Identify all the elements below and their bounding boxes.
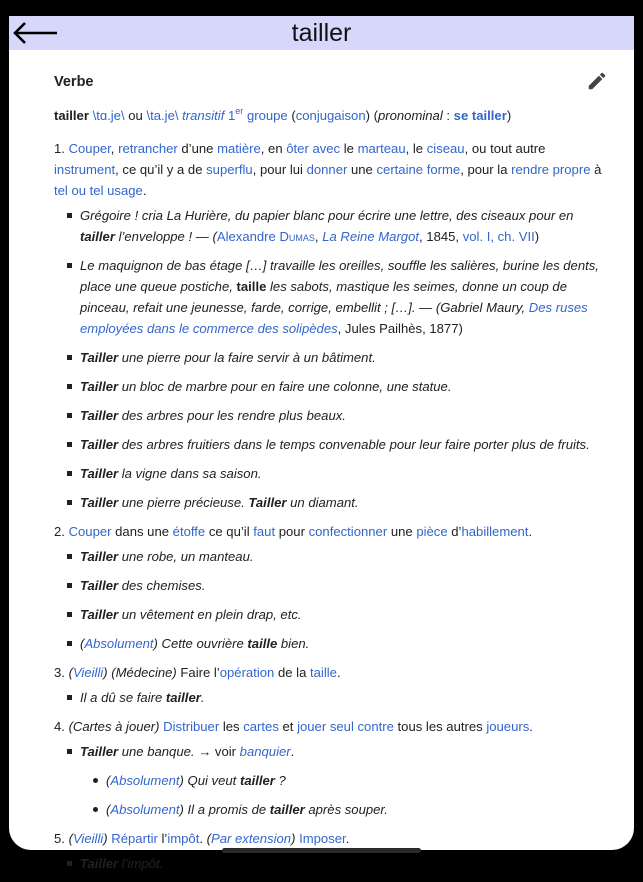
link-operation[interactable]: opération <box>219 665 275 680</box>
work-link[interactable]: Des ruses employées dans le commerce des solipèdes <box>80 300 588 336</box>
example-1-8 <box>80 492 602 513</box>
text: Qui veut <box>183 773 240 788</box>
example-2-4 <box>80 633 602 654</box>
work-link[interactable]: La Reine Margot <box>322 229 420 244</box>
bold-term: tailler <box>269 802 305 817</box>
sub-example-4-1 <box>106 770 602 791</box>
text: voir <box>211 744 240 759</box>
text: les sabots, mastique les seimes, donne un coup de pinceau, refait une jeunesse, farde, corrige, embellit ; […]. — (Gabriel Maury, <box>80 279 567 315</box>
example-4-1 <box>80 741 602 820</box>
link-superflu[interactable]: superflu <box>206 162 253 177</box>
text: Il a dû se faire <box>80 690 166 705</box>
text: tous les autres <box>393 719 487 734</box>
text: des arbres fruitiers dans le temps convenable pour leur faire porter plus de fruits. <box>118 437 590 452</box>
text: ( <box>106 773 111 788</box>
home-indicator <box>222 848 421 853</box>
page-title: tailler <box>291 19 352 47</box>
text: ( <box>80 636 85 651</box>
text: un bloc de marbre pour en faire une colonne, une statue. <box>118 379 452 394</box>
example-1-4 <box>80 376 602 397</box>
text: . <box>200 690 205 705</box>
navigation-bar <box>9 16 634 50</box>
bold-term: Tailler <box>80 607 119 622</box>
se-tailler-link[interactable]: se tailler <box>453 108 507 123</box>
link-cartes[interactable]: cartes <box>243 719 279 734</box>
example-2-2 <box>80 575 602 596</box>
text: . <box>529 719 533 734</box>
text: les <box>219 719 244 734</box>
link-taille[interactable]: taille <box>310 665 337 680</box>
text: , <box>110 141 119 156</box>
text: pour <box>275 524 309 539</box>
text: des arbres pour les rendre plus beaux. <box>118 408 346 423</box>
bold-term: Tailler <box>248 495 287 510</box>
text: . <box>290 744 295 759</box>
text: ) <box>179 802 184 817</box>
bold-term: Tailler <box>80 466 119 481</box>
text: , ou tout autre <box>464 141 546 156</box>
text: , ce qu’il y a de <box>115 162 207 177</box>
bold-term: Tailler <box>80 350 119 365</box>
example-1-6 <box>80 434 602 455</box>
example-list <box>80 546 602 654</box>
definition-number: 2. <box>54 524 65 539</box>
text: l’ <box>157 831 168 846</box>
conjugaison-link[interactable]: conjugaison <box>295 108 366 123</box>
bold-term: Tailler <box>80 744 119 759</box>
text: Cette ouvrière <box>157 636 248 651</box>
link-certaine-forme[interactable]: certaine forme <box>376 162 461 177</box>
volume-link[interactable]: vol. I, ch. VII <box>462 229 535 244</box>
link-couper[interactable]: Couper <box>68 141 111 156</box>
app-screen <box>9 16 634 871</box>
text: . <box>199 831 207 846</box>
text: dans une <box>111 524 173 539</box>
transitif-link[interactable]: transitif <box>182 108 225 123</box>
groupe-link[interactable] <box>228 108 288 123</box>
definition-4 <box>54 716 602 820</box>
text: ) <box>103 831 108 846</box>
bold-term: tailler <box>165 690 201 705</box>
text: Le maquignon de bas étage […] travaille les oreilles, souffle les salières, burine les dents, place une queue postiche, <box>80 258 599 294</box>
text: une robe, un manteau. <box>118 549 254 564</box>
example-list <box>80 205 602 513</box>
example-5-1 <box>80 853 602 874</box>
definition-1 <box>54 138 602 513</box>
link-repartir[interactable]: Répartir <box>111 831 158 846</box>
definition-3 <box>54 662 602 708</box>
definition-number: 3. <box>54 665 65 680</box>
or-text: ou <box>128 108 143 123</box>
headword-line: tailler \tɑ.je\ ou \ta.je\ transitif 1er groupe (conjugaison) (pronominal : se tailler) <box>54 106 512 123</box>
link-par-extension[interactable]: Par extension <box>211 831 292 846</box>
bold-term: tailler <box>239 773 275 788</box>
text: ce qu’il <box>205 524 254 539</box>
text: l’impôt. <box>118 856 164 871</box>
text: ) <box>153 636 158 651</box>
text: après souper. <box>304 802 388 817</box>
link-donner[interactable]: donner <box>306 162 348 177</box>
link-absolument[interactable]: Absolument <box>110 802 180 817</box>
text: la vigne dans sa saison. <box>118 466 262 481</box>
bold-term: Tailler <box>80 549 119 564</box>
bold-term: Tailler <box>80 437 119 452</box>
text: ( <box>106 802 111 817</box>
text: , 1845, <box>419 229 463 244</box>
example-1-2 <box>80 255 602 339</box>
text: Grégoire ! cria La Hurière, du papier blanc pour écrire une lettre, des ciseaux pour en <box>80 208 574 223</box>
text: . <box>345 831 350 846</box>
link-matiere[interactable]: matière <box>217 141 261 156</box>
example-2-3 <box>80 604 602 625</box>
link-banquier[interactable]: banquier <box>239 744 291 759</box>
groupe-sup: er <box>235 106 244 116</box>
example-1-7 <box>80 463 602 484</box>
bold-term: Tailler <box>80 408 119 423</box>
text: ( <box>68 831 73 846</box>
example-1-1 <box>80 205 602 247</box>
edit-button[interactable] <box>586 70 608 92</box>
bold-term: Tailler <box>80 578 119 593</box>
bold-term: tailler <box>80 229 115 244</box>
text: ? <box>274 773 286 788</box>
example-3-1 <box>80 687 602 708</box>
link-ciseau[interactable]: ciseau <box>426 141 465 156</box>
text: , pour lui <box>252 162 307 177</box>
text: . <box>142 183 147 198</box>
text: , pour la <box>460 162 512 177</box>
section-heading: Verbe <box>54 74 94 90</box>
definition-number: 1. <box>54 141 65 156</box>
text: ) <box>103 665 108 680</box>
text: ) <box>291 831 296 846</box>
text: d’une <box>177 141 218 156</box>
text: une pierre précieuse. <box>118 495 249 510</box>
colon: : <box>442 108 454 123</box>
text: d’ <box>447 524 462 539</box>
example-1-5 <box>80 405 602 426</box>
text: un diamant. <box>286 495 359 510</box>
text: une <box>347 162 377 177</box>
text: de la <box>274 665 310 680</box>
domain-label: (Médecine) <box>107 665 177 680</box>
link-couper[interactable]: Couper <box>68 524 112 539</box>
link-retrancher[interactable]: retrancher <box>118 141 178 156</box>
text: , en <box>260 141 287 156</box>
link-faut[interactable]: faut <box>253 524 276 539</box>
bold-term: taille <box>236 279 267 294</box>
definition-number: 5. <box>54 831 65 846</box>
definition-list <box>54 138 602 874</box>
link-absolument[interactable]: Absolument <box>84 636 154 651</box>
example-list <box>80 741 602 820</box>
text: , Jules Pailhès, 1877) <box>337 321 463 336</box>
text: et <box>278 719 298 734</box>
text: à <box>590 162 602 177</box>
text: des chemises. <box>118 578 206 593</box>
bold-term: Tailler <box>80 379 119 394</box>
example-2-1 <box>80 546 602 567</box>
text: une <box>387 524 417 539</box>
text: Il a promis de <box>183 802 270 817</box>
text: ) <box>534 229 540 244</box>
text: ) <box>179 773 184 788</box>
example-1-3 <box>80 347 602 368</box>
pronominal-label: pronominal <box>377 108 443 123</box>
text: une pierre pour la faire servir à un bâtiment. <box>118 350 376 365</box>
bold-term: Tailler <box>80 495 119 510</box>
text: l’enveloppe ! — ( <box>114 229 217 244</box>
author-first: Alexandre <box>216 229 280 244</box>
text: Faire l’ <box>176 665 220 680</box>
link-absolument[interactable]: Absolument <box>110 773 180 788</box>
link-instrument[interactable]: instrument <box>54 162 116 177</box>
link-etoffe[interactable]: étoffe <box>172 524 206 539</box>
link-distribuer[interactable]: Distribuer <box>163 719 220 734</box>
text: . <box>336 665 341 680</box>
link-vieilli[interactable]: Vieilli <box>72 665 104 680</box>
text: une banque. <box>118 744 199 759</box>
text: ( <box>68 665 73 680</box>
link-piece[interactable]: pièce <box>416 524 448 539</box>
sub-example-list <box>106 770 602 820</box>
text: un vêtement en plein drap, etc. <box>118 607 302 622</box>
link-vieilli[interactable]: Vieilli <box>72 831 104 846</box>
arrow-right-icon: → <box>198 744 212 759</box>
link-joueurs[interactable]: joueurs <box>486 719 530 734</box>
pencil-icon <box>586 70 608 92</box>
domain-label: (Cartes à jouer) <box>68 719 160 734</box>
text: bien. <box>277 636 310 651</box>
link-oter-avec[interactable]: ôter avec <box>286 141 341 156</box>
headword: tailler <box>54 108 89 123</box>
text: , le <box>405 141 427 156</box>
author-last: Dumas <box>279 229 315 244</box>
definition-2 <box>54 521 602 654</box>
text: ( <box>206 831 212 846</box>
link-confectionner[interactable]: confectionner <box>308 524 388 539</box>
groupe-number: 1 <box>227 108 236 123</box>
example-list <box>80 853 602 874</box>
text: le <box>340 141 358 156</box>
pronunciation-link-2[interactable]: \ta.je\ <box>146 108 179 123</box>
text: . <box>528 524 533 539</box>
link-tel-ou-tel-usage[interactable]: tel ou tel usage <box>54 183 143 198</box>
link-jouer-seul-contre[interactable]: jouer seul contre <box>297 719 394 734</box>
pronunciation-link-1[interactable]: \tɑ.je\ <box>92 108 125 123</box>
bold-term: taille <box>247 636 278 651</box>
sub-example-4-2 <box>106 799 602 820</box>
definition-number: 4. <box>54 719 65 734</box>
link-rendre-propre[interactable]: rendre propre <box>511 162 591 177</box>
text: , <box>314 229 323 244</box>
link-impot[interactable]: impôt <box>167 831 200 846</box>
link-habillement[interactable]: habillement <box>461 524 529 539</box>
author-link[interactable] <box>217 229 315 244</box>
groupe-label: groupe <box>246 108 288 123</box>
definitions <box>54 138 602 882</box>
example-list <box>80 687 602 708</box>
link-marteau[interactable]: marteau <box>357 141 406 156</box>
bold-term: Tailler <box>80 856 119 871</box>
link-imposer[interactable]: Imposer <box>299 831 346 846</box>
